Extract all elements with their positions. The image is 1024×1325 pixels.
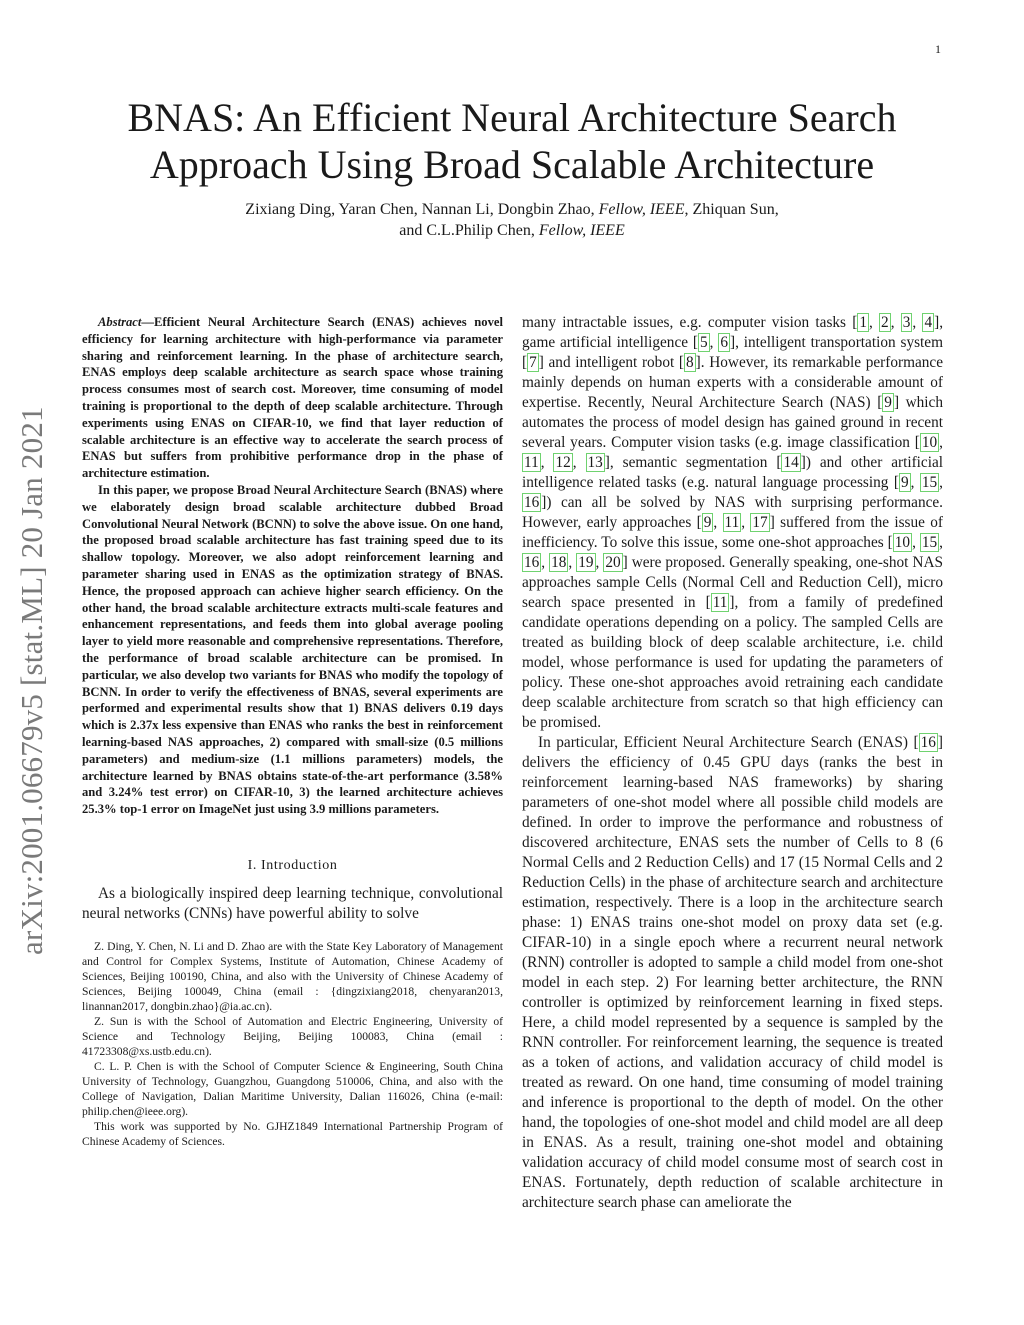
- text-run: ]) can all be solved by NAS with surprising performance. However, early approaches [: [522, 494, 943, 531]
- citation-link[interactable]: 20: [605, 554, 621, 571]
- citation-link[interactable]: 3: [902, 314, 911, 331]
- author-fellow-title: Fellow, IEEE: [598, 201, 685, 218]
- left-column: [82, 314, 503, 1149]
- citation-link[interactable]: 17: [752, 514, 768, 531]
- abstract-text: —Efficient Neural Architecture Search (ENAS) achieves novel efficiency for learning architecture with high-performance via parameter sharing and reinforcement learning. In the phase of architecture search, ENAS employs deep scalable architecture as search space whose training process consumes most of search cost. Moreover, time consuming of model training is proportional to the depth of deep scalable architecture. Through experiments using ENAS on CIFAR-10, we find that layer reduction of scalable architecture is an effective way to accelerate the search process of ENAS but suffers from prohibitive performance drop in the phase of architecture estimation.: [82, 315, 503, 481]
- text-run: In particular, Efficient Neural Architecture Search (ENAS) [: [538, 734, 919, 751]
- text-run: ] which automates the process of model design has gained ground in recent several years. Computer vision tasks (e.g. image classification [: [522, 394, 943, 451]
- author-names: and C.L.Philip Chen,: [399, 222, 539, 239]
- text-run: ,: [868, 314, 880, 331]
- text-run: ] and intelligent robot [: [538, 354, 684, 371]
- text-run: ] were proposed. Generally speaking, one-shot NAS approaches sample Cells (Normal Cell and Reduction Cell), micro search space presented in [: [522, 554, 944, 611]
- body-paragraph: [522, 733, 943, 1213]
- text-run: ]. However, its remarkable performance mainly depends on human experts with a considerable amount of expertise. Recently, Neural Architecture Search (NAS) [: [522, 354, 943, 411]
- author-names-tail: , Zhiquan Sun,: [684, 201, 779, 218]
- text-run: ,: [568, 554, 577, 571]
- citation-link[interactable]: 9: [703, 514, 712, 531]
- citation-link[interactable]: 15: [921, 474, 938, 491]
- text-run: ,: [912, 534, 920, 551]
- citation-link[interactable]: 2: [881, 314, 889, 331]
- citation-link[interactable]: 9: [884, 394, 892, 411]
- text-run: ,: [572, 454, 586, 471]
- abstract: [82, 314, 503, 818]
- text-run: ,: [890, 314, 901, 331]
- text-run: ,: [912, 314, 923, 331]
- text-run: many intractable issues, e.g. computer vision tasks [: [522, 314, 858, 331]
- text-run: ] delivers the efficiency of 0.45 GPU days (ranks the best in reinforcement learning-based NAS frameworks) by sharing parameters of one-shot model where all possible child models are defined. In order to improve the performance and robustness of discovered architecture, ENAS sets the number of Cells to 8 (6 Normal Cells and 2 Reduction Cells) and 17 (15 Normal Cells and 2 Reduction Cells) in the phase of architecture search and architecture estimation, respectively. There is a loop in the architecture search phase: 1) ENAS trains one-shot model on proxy data set (e.g. CIFAR-10) in a single epoch where a recurrent neural network (RNN) controller is adopted to sample a child model from one-shot model in each step. 2) For learning better architecture, the RNN controller is optimized by reinforcement learning in fixed steps. Here, a child model represented by a sequence is sampled by the RNN controller. For reinforcement learning, the sequence is treated as a token of actions, and validation accuracy of child model is treated as reward. On one hand, time consuming of model training and inference is proportional to the depth of model. On the other hand, the topologies of one-shot model and child model are all deep in ENAS. As a result, training one-shot model and obtaining validation accuracy of child model consume most of search cost in ENAS. Fortunately, depth reduction of scalable architecture in architecture search phase can ameliorate the: [522, 734, 943, 1211]
- text-run: ] suffered from the issue of inefficiency. To solve this issue, some one-shot approaches [: [522, 514, 943, 551]
- author-fellow-title: Fellow, IEEE: [538, 222, 625, 239]
- text-run: ], semantic segmentation [: [604, 454, 782, 471]
- page-number: 1: [935, 42, 941, 56]
- citation-link[interactable]: 14: [783, 454, 799, 471]
- citation-link[interactable]: 15: [921, 534, 938, 551]
- citation-link[interactable]: 5: [699, 334, 708, 351]
- text-run: ,: [709, 334, 719, 351]
- text-run: ]) and other artificial intelligence related tasks (e.g. natural language processing [: [522, 454, 943, 491]
- author-line-2: [120, 220, 904, 241]
- arxiv-identifier-stamp: arXiv:2001.06679v5 [stat.ML] 20 Jan 2021: [14, 406, 49, 955]
- footnotes: [82, 939, 503, 1149]
- citation-link[interactable]: 16: [524, 554, 540, 571]
- citation-link[interactable]: 19: [578, 554, 594, 571]
- right-column: [522, 313, 943, 1213]
- author-line-1: [120, 199, 904, 220]
- citation-link[interactable]: 18: [551, 554, 567, 571]
- footnote: Z. Ding, Y. Chen, N. Li and D. Zhao are with the State Key Laboratory of Management and Control for Complex Systems, Institute of Automation, Chinese Academy of Sciences, Beijing 100190, China, and also with the University of Chinese Academy of Sciences, Beijing 100049, China (email : {dingzixiang2018, chenyaran2013, linannan2017, dongbin.zhao}@ia.ac.cn).: [82, 939, 503, 1013]
- footnote: C. L. P. Chen is with the School of Computer Science & Engineering, South China University of Technology, Guangzhou, Guangdong 510006, China, and also with the College of Navigation, Dalian Maritime University, Dalian 116026, China (e-mail: philip.chen@ieee.org).: [82, 1059, 503, 1118]
- citation-link[interactable]: 8: [685, 354, 694, 371]
- footnote: This work was supported by No. GJHZ1849 International Partnership Program of Chinese Academy of Sciences.: [82, 1119, 503, 1148]
- citation-link[interactable]: 13: [587, 454, 603, 471]
- text-run: ,: [939, 534, 943, 551]
- citation-link[interactable]: 11: [712, 594, 728, 611]
- text-run: ,: [939, 434, 943, 451]
- paper-title: BNAS: An Efficient Neural Architecture Search Approach Using Broad Scalable Architecture: [127, 95, 897, 187]
- abstract-label: Abstract: [98, 315, 142, 329]
- text-run: ], game artificial intelligence [: [522, 314, 944, 351]
- author-block: [120, 199, 904, 241]
- text-run: ,: [541, 554, 550, 571]
- citation-link[interactable]: 16: [524, 494, 540, 511]
- body-paragraph: As a biologically inspired deep learning technique, convolutional neural networks (CNNs) have powerful ability to solve: [82, 884, 503, 922]
- section-heading-introduction: I. Introduction: [247, 857, 338, 873]
- text-run: ,: [741, 514, 751, 531]
- citation-link[interactable]: 12: [555, 454, 571, 471]
- abstract-paragraph: In this paper, we propose Broad Neural Architecture Search (BNAS) where we elaborately design broad scalable architecture dubbed Broad Convolutional Neural Network (BCNN) to solve the above issue. On one hand, the proposed broad scalable architecture has fast training speed due to its shallow topology. Moreover, we also adopt reinforcement learning and parameter sharing used in ENAS as the optimization strategy of BNAS. Hence, the proposed approach can achieve higher search efficiency. On the other hand, the broad scalable architecture extracts multi-scale features and enhancement representations, and feeds them into global average pooling layer to yield more reasonable and comprehensive representations. Therefore, the performance of broad scalable architecture can be promised. In particular, we also develop two variants for BNAS who modify the topology of BCNN. In order to verify the effectiveness of BNAS, several experiments are performed and experimental results show that 1) BNAS delivers 0.19 days which is 2.37x less expensive than ENAS who ranks the best in reinforcement learning-based NAS approaches, 2) compared with small-size (0.5 millions parameters) and medium-size (1.1 millions parameters) models, the architecture learned by BNAS obtains state-of-the-art performance (3.58% and 3.24% test error) on CIFAR-10, 3) the learned architecture achieves 25.3% top-1 error on ImageNet just using 3.9 millions parameters.: [82, 482, 503, 817]
- citation-link[interactable]: 10: [921, 434, 938, 451]
- citation-link[interactable]: 10: [894, 534, 911, 551]
- citation-link[interactable]: 7: [529, 354, 537, 371]
- citation-link[interactable]: 11: [724, 514, 740, 531]
- author-names: Zixiang Ding, Yaran Chen, Nannan Li, Dongbin Zhao,: [245, 201, 599, 218]
- text-run: ,: [910, 474, 920, 491]
- text-run: ,: [939, 474, 943, 491]
- text-run: ,: [595, 554, 604, 571]
- text-run: ,: [540, 454, 554, 471]
- citation-link[interactable]: 1: [859, 314, 867, 331]
- text-run: ], from a family of predefined candidate operations depending on a policy. The sampled Cells are treated as building block of deep scalable architecture, i.e. child model, whose performance is used for updating the parameters of policy. These one-shot approaches avoid retraining each candidate deep scalable architecture from scratch so that high efficiency can be promised.: [522, 594, 943, 731]
- text-run: ], intelligent transportation system [: [522, 334, 943, 371]
- footnote: Z. Sun is with the School of Automation and Electric Engineering, University of Science and Technology Beijing, Beijing 100083, China (email : 41723308@xs.ustb.edu.cn).: [82, 1014, 503, 1058]
- body-paragraph: [522, 313, 943, 733]
- citation-link[interactable]: 16: [920, 734, 936, 751]
- citation-link[interactable]: 11: [524, 454, 539, 471]
- citation-link[interactable]: 9: [900, 474, 909, 491]
- text-run: ,: [713, 514, 723, 531]
- abstract-paragraph: [82, 314, 503, 482]
- citation-link[interactable]: 4: [924, 314, 933, 331]
- citation-link[interactable]: 6: [720, 334, 728, 351]
